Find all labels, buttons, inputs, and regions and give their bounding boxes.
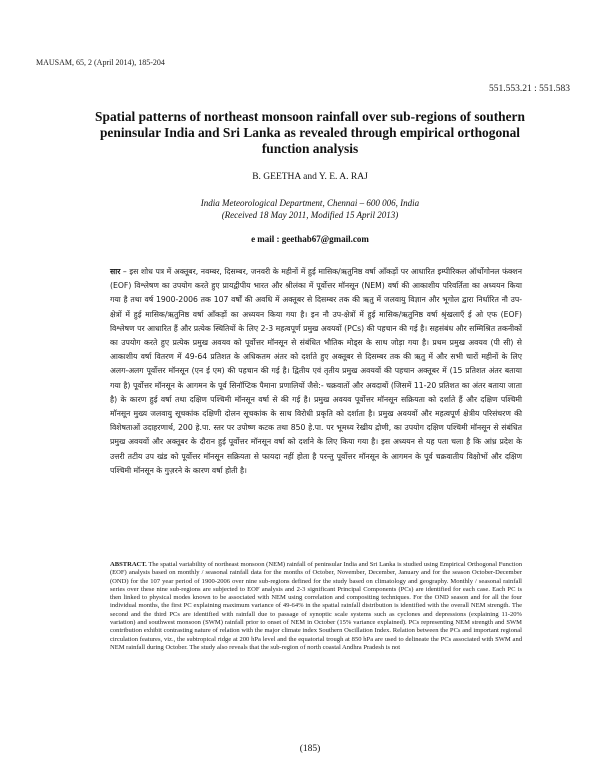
affiliation: India Meteorological Department, Chennai – 600 006, India xyxy=(200,198,420,208)
paper-title: Spatial patterns of northeast monsoon rainfall over sub-regions of southern peninsular India and Sri Lanka as revealed through empirical orthogonal function analysis xyxy=(95,109,525,156)
journal-reference: MAUSAM, 65, 2 (April 2014), 185-204 xyxy=(36,58,165,67)
hindi-abstract-body: – इस शोध पत्र में अक्तूबर, नवम्बर, दिसम्बर, जनवरी के महीनों में हुई मासिक/ऋतुनिष्ठ वर्षा आँकड़ों पर आधारित इम्पीरिकल ऑर्थोगोनल फंक्शन (EOF) विश्लेषण का उपयोग करते हुए प्रायद्वीपीय भारत और श्रीलंका में पूर्वोत्तर मॉनसून (NEM) वर्षा की आकाशीय परिवर्तिता का अध्ययन किया गया है तथा वर्ष 1900-2006 तक 107 वर्षों की अवधि में अक्तूबर से दिसम्बर तक की ऋतु में जलवायु विज्ञान और भूगोल द्वारा निर्धारित नौ उप-क्षेत्रों में हुई मासिक/ऋतुनिष्ठ वर्षा आँकड़ों का अध्ययन किया गया है। इन नौ उप-क्षेत्रों में हुई मासिक/ऋतुनिष्ठ वर्षा श्रृंखलाएँ ई ओ एफ (EOF) विश्लेषण पर आधारित हैं और प्रत्येक स्थितियों के लिए 2-3 महत्वपूर्ण प्रमुख अवयवों (PCs) की पहचान की गई है। सहसंबंध और सम्मिश्रित तकनीकों का उपयोग करते हुए प्रत्येक प्रमुख अवयव को पूर्वोत्तर मॉनसून से संबंधित भौतिक मोड्स के साथ जोड़ा गया है। प्रथम प्रमुख अवयव (पी सी) से आकाशीय वर्षा वितरण में 49-64 प्रतिशत के अधिकतम अंतर को दर्शाते हुए अक्तूबर से दिसम्बर तक की ऋतु में और सभी चारों महीनों के लिए अलग-अलग पूर्वोत्तर मॉनसून (एन ई एम) की पहचान की गई है। द्वितीय एवं तृतीय प्रमुख अवयवों की पहचान अक्तूबर में (15 प्रतिशत अंतर बताया गया है) पूर्वोत्तर मॉनसून के आगमन के पूर्व सिनॉप्टिक पैमाना प्रणालियों जैसे:- चक्रवातों और अवदाबों (जिसमें 11-20 प्रतिशत का अंतर बताया जाता है) के कारण हुई वर्षा तथा दक्षिण पश्चिमी मॉनसून वर्षा से की गई है। प्रमुख अवयव पूर्वोत्तर मॉनसून सक्रियता को दर्शाते हैं और दक्षिण पश्चिमी मॉनसून मुख्य जलवायु सूचकांक दक्षिणी दोलन सूचकांक के साथ विरोधी प्रकृति को दर्शाता है। प्रमुख अवयवों और महत्वपूर्ण क्षेत्रीय परिसंचरण की विशेषताओं उदाहरणार्थ, 200 हे.पा. स्तर पर उपोष्ण कटक तथा 850 हे.पा. पर भूमध्य रेखीय द्रोणी, का उपयोग दक्षिण पश्चिमी मॉनसून से संबंधित प्रमुख अवयवों और अक्तूबर के दौरान हुई पूर्वोत्तर मॉनसून वर्षा को दर्शाने के लिए किया गया है। इस अध्ययन से यह पता चला है कि आंध्र प्रदेश के उत्तरी तटीय उप खंड को पूर्वोत्तर मॉनसून सक्रियता से फायदा नहीं होता है परन्तु पूर्वोत्तर मॉनसून के आगमन के पूर्व चक्रवातीय विक्षोभों और दक्षिण पश्चिमी मॉनसून के गुज़रने के कारण वर्षा होती है। xyxy=(110,267,522,475)
english-abstract xyxy=(110,561,522,652)
hindi-abstract xyxy=(110,265,522,478)
author-email: e mail : geethab67@gmail.com xyxy=(251,234,369,244)
hindi-abstract-lead: सार xyxy=(110,267,121,276)
udc-code: 551.553.21 : 551.583 xyxy=(488,84,570,94)
abstract-body: The spatial variability of northeast monsoon (NEM) rainfall of peninsular India and Sri Lanka is studied using Empirical Orthogonal Function (EOF) analysis based on monthly / seasonal rainfall data for the months of October, November, December, January and for the season October-December (OND) for the 107 year period of 1900-2006 over nine sub-regions defined for the study based on climatology and geography. Monthly / seasonal rainfall series over these nine sub-regions are subjected to EOF analysis and 2-3 significant Principal Components (PCs) are identified for each case. Each PC is then linked to physical modes known to be associated with NEM using correlation and compositing techniques. For the OND season and for all the four individual months, the first PC explaining maximum variance of 49-64% in the spatial rainfall distribution is identified with the overall NEM strength. The second and the third PCs are identified with rainfall due to passage of synoptic scale systems such as cyclones and depressions (explaining 11-20% variation) and southwest monsoon (SWM) rainfall prior to onset of NEM in October (15% variance explained). PCs representing NEM strength and SWM contribution exhibit contrasting nature of relation with the major climate index Southern Oscillation Index. Relation between the PCs and important regional circulation features, viz., the subtropical ridge at 200 hPa level and the equatorial trough at 850 hPa are used to delineate the PCs associated with SWM and NEM rainfall during October. The study also reveals that the sub-region of north coastal Andhra Pradesh is not xyxy=(110,561,522,651)
affiliation-block xyxy=(0,197,600,222)
page-number: (185) xyxy=(299,744,321,754)
abstract-lead: ABSTRACT. xyxy=(110,561,147,568)
received-dates: (Received 18 May 2011, Modified 15 April 2013) xyxy=(221,210,399,221)
authors: B. GEETHA and Y. E. A. RAJ xyxy=(252,172,368,182)
